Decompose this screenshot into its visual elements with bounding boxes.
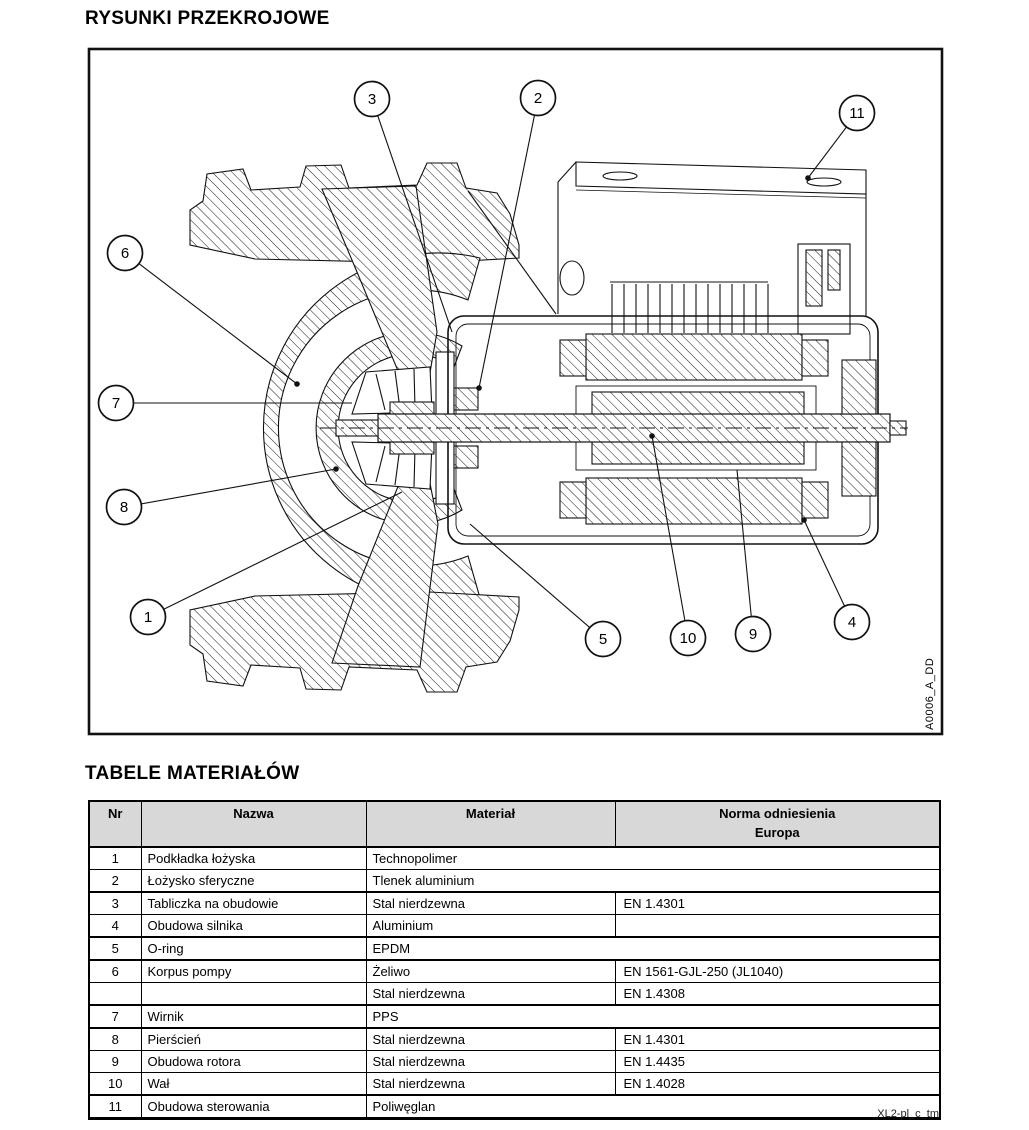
cell-material: PPS <box>366 1005 940 1028</box>
callout-dot-2 <box>476 385 482 391</box>
cell-nazwa: Obudowa silnika <box>141 915 366 938</box>
cell-material: Aluminium <box>366 915 615 938</box>
table-row <box>89 983 940 1006</box>
table-row <box>89 915 940 938</box>
header-norma: Norma odniesienia Europa <box>615 801 940 847</box>
cell-norma: EN 1.4301 <box>615 1028 940 1051</box>
table-row <box>89 1073 940 1096</box>
cell-nr: 10 <box>89 1073 141 1096</box>
cell-norma <box>615 915 940 938</box>
cell-nazwa: O-ring <box>141 937 366 960</box>
cell-material: Technopolimer <box>366 847 940 870</box>
cell-nr: 11 <box>89 1095 141 1119</box>
callout-dot-8 <box>333 466 339 472</box>
cross-section-drawing <box>85 45 947 738</box>
table-header-row <box>89 801 940 847</box>
table-row <box>89 1005 940 1028</box>
cell-nazwa: Pierścień <box>141 1028 366 1051</box>
callout-dot-4 <box>801 517 807 523</box>
callout-number-5: 5 <box>598 631 608 648</box>
cell-material: Żeliwo <box>366 960 615 983</box>
cell-nr: 6 <box>89 960 141 983</box>
cell-norma: EN 1.4028 <box>615 1073 940 1096</box>
header-nazwa: Nazwa <box>141 801 366 847</box>
table-row <box>89 847 940 870</box>
cell-nazwa: Korpus pompy <box>141 960 366 983</box>
callout-leader-6 <box>125 253 297 384</box>
callout-number-4: 4 <box>847 614 857 631</box>
footer-document-code: XL2-pl_c_tm <box>877 1108 939 1120</box>
cell-material: Stal nierdzewna <box>366 983 615 1006</box>
cell-nr: 2 <box>89 870 141 893</box>
callout-number-10: 10 <box>679 630 697 647</box>
cell-nazwa: Obudowa rotora <box>141 1051 366 1073</box>
section-title-drawings: RYSUNKI PRZEKROJOWE <box>85 8 330 29</box>
cell-nazwa <box>141 983 366 1006</box>
materials-table <box>88 800 941 1120</box>
cell-norma: EN 1.4301 <box>615 892 940 915</box>
callout-dot-6 <box>294 381 300 387</box>
cell-material: Stal nierdzewna <box>366 1073 615 1096</box>
cell-nr <box>89 983 141 1006</box>
cell-norma: EN 1.4308 <box>615 983 940 1006</box>
table-row <box>89 892 940 915</box>
callout-dot-11 <box>805 175 811 181</box>
cooling-fins <box>610 282 768 333</box>
cell-nr: 3 <box>89 892 141 915</box>
table-row <box>89 870 940 893</box>
cell-material: Stal nierdzewna <box>366 1028 615 1051</box>
callout-number-1: 1 <box>143 609 153 626</box>
header-material: Materiał <box>366 801 615 847</box>
table-row <box>89 1028 940 1051</box>
callout-dot-10 <box>649 433 655 439</box>
cell-nazwa: Wirnik <box>141 1005 366 1028</box>
cell-material: Tlenek aluminium <box>366 870 940 893</box>
cell-nazwa: Tabliczka na obudowie <box>141 892 366 915</box>
callout-number-8: 8 <box>119 499 129 516</box>
cell-nr: 4 <box>89 915 141 938</box>
table-row <box>89 937 940 960</box>
cell-nr: 8 <box>89 1028 141 1051</box>
cell-material: Poliwęglan <box>366 1095 940 1119</box>
callout-number-7: 7 <box>111 395 121 412</box>
cell-material: EPDM <box>366 937 940 960</box>
table-row <box>89 960 940 983</box>
cell-norma: EN 1561-GJL-250 (JL1040) <box>615 960 940 983</box>
callout-number-9: 9 <box>748 626 758 643</box>
section-title-materials: TABELE MATERIAŁÓW <box>85 763 300 784</box>
terminal-block <box>798 244 850 334</box>
cell-nr: 5 <box>89 937 141 960</box>
table-row <box>89 1051 940 1073</box>
pump-line-art <box>89 49 942 734</box>
callout-number-2: 2 <box>533 90 543 107</box>
callout-number-11: 11 <box>849 105 865 122</box>
drawing-code-label: A0006_A_DD <box>924 657 936 730</box>
callout-leader-8 <box>124 469 336 507</box>
header-nr: Nr <box>89 801 141 847</box>
cell-nazwa: Wał <box>141 1073 366 1096</box>
cell-nr: 9 <box>89 1051 141 1073</box>
callout-number-3: 3 <box>367 91 377 108</box>
cell-nazwa: Łożysko sferyczne <box>141 870 366 893</box>
callout-number-6: 6 <box>120 245 130 262</box>
cell-nazwa: Obudowa sterowania <box>141 1095 366 1119</box>
cell-nazwa: Podkładka łożyska <box>141 847 366 870</box>
cell-norma: EN 1.4435 <box>615 1051 940 1073</box>
cell-nr: 1 <box>89 847 141 870</box>
cell-material: Stal nierdzewna <box>366 1051 615 1073</box>
cell-material: Stal nierdzewna <box>366 892 615 915</box>
cell-nr: 7 <box>89 1005 141 1028</box>
callout-leader-10 <box>652 436 688 638</box>
